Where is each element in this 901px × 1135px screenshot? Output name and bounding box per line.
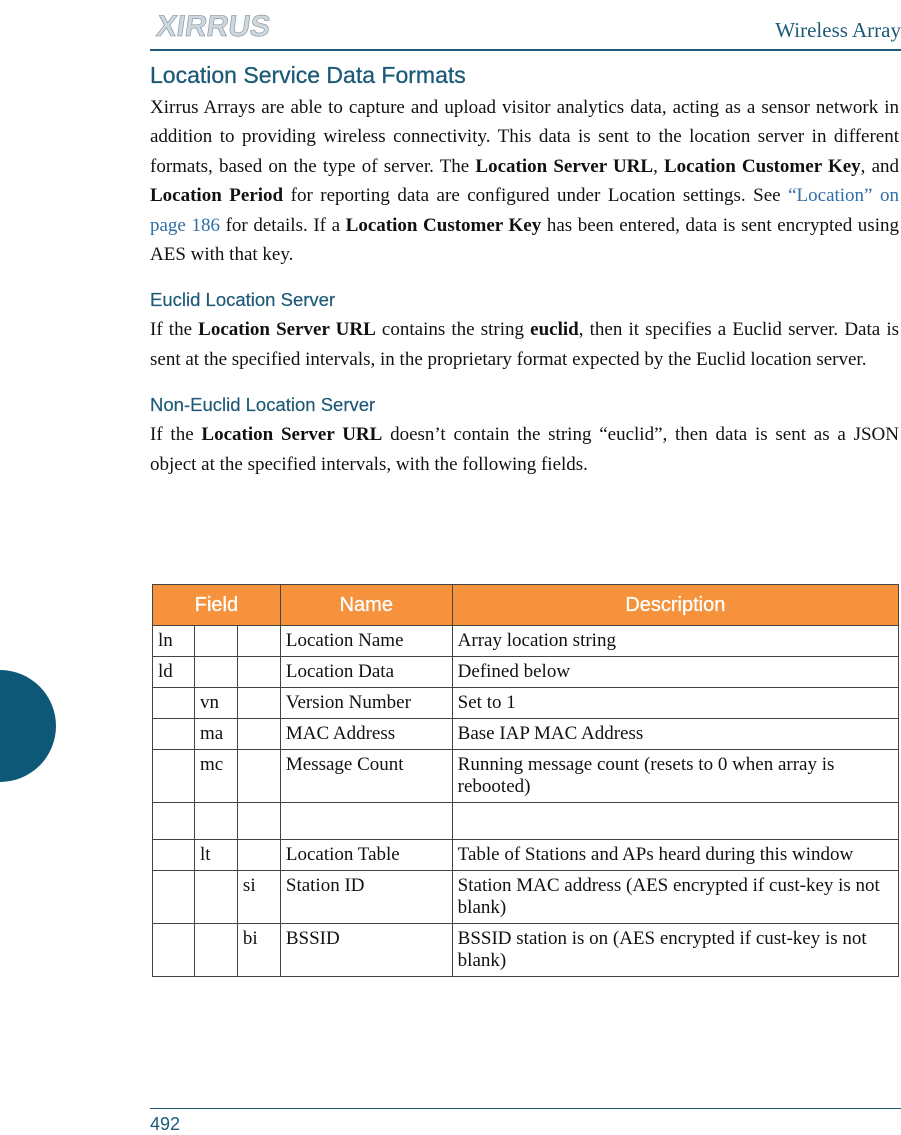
name-cell: Location Name xyxy=(280,626,452,657)
field-level2-cell: lt xyxy=(194,840,237,871)
field-level1-cell xyxy=(153,750,195,803)
description-cell: BSSID station is on (AES encrypted if cust-key is not blank) xyxy=(452,924,898,977)
bold-term: Location Server URL xyxy=(475,155,654,177)
table-row xyxy=(153,871,899,924)
intro-paragraph: Xirrus Arrays are able to capture and upload visitor analytics data, acting as a sensor network in addition to providing wireless connectivity. This data is sent to the location server in different formats, based on the type of server. The Location Server URL, Location Customer Key, and Location Period for reporting data are configured under Location settings. See “Location” on page 186 for details. If a Location Customer Key has been entered, data is sent encrypted using AES with that key. xyxy=(150,97,899,266)
description-cell: Running message count (resets to 0 when array is rebooted) xyxy=(452,750,898,803)
name-cell xyxy=(280,803,452,840)
description-cell: Table of Stations and APs heard during this window xyxy=(452,840,898,871)
table-row xyxy=(153,626,899,657)
euclid-heading: Euclid Location Server xyxy=(150,289,336,311)
non-euclid-paragraph: If the Location Server URL doesn’t contain the string “euclid”, then data is sent as a JSON object at the specified intervals, with the following fields. xyxy=(150,424,899,475)
field-level3-cell xyxy=(237,840,280,871)
name-cell: MAC Address xyxy=(280,719,452,750)
field-level3-cell xyxy=(237,750,280,803)
name-cell: Station ID xyxy=(280,871,452,924)
name-cell: BSSID xyxy=(280,924,452,977)
field-level1-cell: ld xyxy=(153,657,195,688)
table-row xyxy=(153,688,899,719)
description-cell: Defined below xyxy=(452,657,898,688)
table-row xyxy=(153,750,899,803)
bold-term: Location Period xyxy=(150,185,284,207)
field-level3-cell: si xyxy=(237,871,280,924)
xirrus-logo xyxy=(152,4,302,44)
field-level2-cell xyxy=(194,657,237,688)
json-fields-table xyxy=(152,584,899,977)
table-row xyxy=(153,657,899,688)
header-name: Name xyxy=(280,585,452,626)
description-cell: Base IAP MAC Address xyxy=(452,719,898,750)
bold-term: euclid xyxy=(530,319,579,341)
bold-term: Location Server URL xyxy=(201,424,383,446)
table-row xyxy=(153,924,899,977)
table-header-row xyxy=(153,585,899,626)
page-number: 492 xyxy=(150,1114,181,1134)
name-cell: Location Table xyxy=(280,840,452,871)
chapter-tab xyxy=(0,670,56,782)
description-cell: Station MAC address (AES encrypted if cust-key is not blank) xyxy=(452,871,898,924)
field-level2-cell: vn xyxy=(194,688,237,719)
field-level1-cell xyxy=(153,719,195,750)
table-row xyxy=(153,719,899,750)
field-level2-cell: ma xyxy=(194,719,237,750)
table-row xyxy=(153,840,899,871)
header-field: Field xyxy=(153,585,281,626)
header-divider xyxy=(150,49,901,51)
logo-wordmark: XIRRUS xyxy=(154,10,273,43)
field-level1-cell xyxy=(153,803,195,840)
bold-term: Location Server URL xyxy=(198,319,376,341)
bold-term: Location Customer Key xyxy=(345,214,542,236)
field-level1-cell xyxy=(153,924,195,977)
description-cell: Set to 1 xyxy=(452,688,898,719)
field-level1-cell: ln xyxy=(153,626,195,657)
description-cell: Array location string xyxy=(452,626,898,657)
name-cell: Version Number xyxy=(280,688,452,719)
page-content xyxy=(150,62,899,479)
field-level2-cell xyxy=(194,626,237,657)
header-description: Description xyxy=(452,585,898,626)
field-level3-cell xyxy=(237,719,280,750)
cross-reference-link[interactable]: “Location” on page 186 xyxy=(150,185,899,236)
footer-divider xyxy=(150,1108,901,1109)
bold-term: Location Customer Key xyxy=(663,155,861,177)
field-level3-cell xyxy=(237,688,280,719)
field-level2-cell xyxy=(194,871,237,924)
field-level2-cell: mc xyxy=(194,750,237,803)
document-title: Wireless Array xyxy=(775,18,901,42)
field-level3-cell xyxy=(237,803,280,840)
field-level2-cell xyxy=(194,803,237,840)
non-euclid-heading: Non-Euclid Location Server xyxy=(150,394,376,416)
description-cell xyxy=(452,803,898,840)
name-cell: Location Data xyxy=(280,657,452,688)
euclid-paragraph: If the Location Server URL contains the string euclid, then it specifies a Euclid server. Data is sent at the specified intervals, in the proprietary format expected by the Euclid location server. xyxy=(150,319,899,370)
table-row xyxy=(153,803,899,840)
field-level3-cell xyxy=(237,657,280,688)
section-title: Location Service Data Formats xyxy=(150,62,466,88)
field-level2-cell xyxy=(194,924,237,977)
field-level3-cell xyxy=(237,626,280,657)
field-level1-cell xyxy=(153,871,195,924)
field-level3-cell: bi xyxy=(237,924,280,977)
field-level1-cell xyxy=(153,840,195,871)
field-level1-cell xyxy=(153,688,195,719)
name-cell: Message Count xyxy=(280,750,452,803)
